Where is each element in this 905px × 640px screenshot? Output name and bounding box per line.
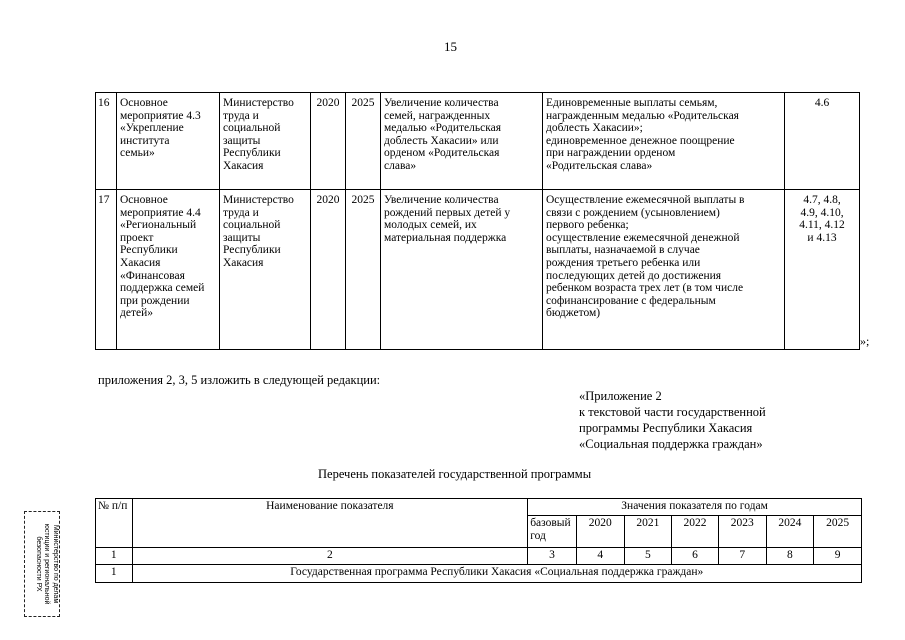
text-line: рождения третьего ребенка или	[546, 256, 701, 269]
text-line: «Укрепление	[120, 122, 184, 135]
text-line: Хакасия	[120, 256, 161, 269]
text-line: защиты	[223, 134, 261, 147]
text-line: Республики	[223, 244, 281, 257]
text-line: безопасности РХ	[35, 536, 42, 592]
text-line: «Региональный	[120, 219, 197, 232]
appendix-header	[579, 388, 766, 452]
indicators-table	[95, 498, 862, 583]
page-number: 15	[444, 39, 457, 54]
text-line: рождений первых детей у	[384, 206, 511, 219]
text-line: детей»	[120, 307, 153, 320]
text-line: награжденным медалью «Родительская	[546, 109, 739, 122]
text-line: осуществление ежемесячной денежной	[546, 231, 740, 244]
text-line: орденом «Родительская	[384, 147, 500, 160]
text-line: Единовременные выплаты семьям,	[546, 97, 718, 109]
year-end-cell: 2025	[346, 93, 381, 190]
column-header-year: 2025	[814, 516, 862, 548]
measures-cell	[543, 190, 785, 350]
text-line: Хакасия	[223, 256, 264, 269]
indicator-ref-cell	[785, 190, 860, 350]
text-line: связи с рождением (усыновлением)	[546, 206, 720, 219]
column-header-year: 2023	[718, 516, 766, 548]
amendment-instruction: приложения 2, 3, 5 изложить в следующей редакции:	[98, 373, 381, 387]
text-line: мероприятие 4.3	[120, 109, 201, 122]
column-index-cell: 2	[132, 548, 528, 565]
text-line: семей, награжденных	[384, 109, 491, 122]
text-line: защиты	[223, 231, 261, 244]
registration-stamp	[24, 511, 60, 617]
text-line: ребенком возраста трех лет (в том числе	[546, 282, 744, 295]
column-index-cell: 6	[672, 548, 719, 565]
column-header-indicator-name: Наименование показателя	[132, 499, 528, 548]
text-line: труда и	[223, 206, 259, 219]
table-row	[96, 190, 860, 350]
text-line: Хакасия	[223, 159, 264, 172]
activities-table	[95, 92, 860, 350]
text-line: Осуществление ежемесячной выплаты в	[546, 194, 745, 206]
column-index-cell: 5	[624, 548, 672, 565]
text-line: последующих детей до достижения	[546, 269, 722, 282]
text-line: 4.7, 4.8,	[803, 194, 841, 206]
program-name: Государственная программа Республики Хакасия «Социальная поддержка граждан»	[132, 565, 861, 583]
text-line: 4.6	[814, 97, 830, 109]
column-index-cell: 3	[528, 548, 577, 565]
text-line: мероприятие 4.4	[120, 206, 201, 219]
text-line: «Социальная поддержка граждан»	[579, 437, 763, 451]
measures-cell	[543, 93, 785, 190]
program-row-number: 1	[96, 565, 133, 583]
text-line: Министерство	[223, 194, 294, 206]
year-start-cell: 2020	[311, 190, 346, 350]
executor-cell	[220, 93, 311, 190]
text-line: доблесть Хакасии»;	[546, 122, 643, 135]
text-line: Министерство по делам	[52, 524, 59, 604]
text-line: молодых семей, их	[384, 219, 477, 232]
column-index-cell: 9	[814, 548, 862, 565]
text-line: и 4.13	[807, 231, 837, 244]
column-header-base-year	[528, 516, 577, 548]
column-header-number: № п/п	[96, 499, 133, 548]
text-line: Республики	[120, 244, 178, 257]
column-header-year: 2022	[672, 516, 719, 548]
text-line: софинансирование с федеральным	[546, 294, 716, 307]
text-line: материальная поддержка	[384, 231, 507, 244]
text-line: института	[120, 134, 170, 147]
text-line: Республики	[223, 147, 281, 160]
text-line: социальной	[223, 219, 281, 232]
text-line: семьи»	[120, 147, 155, 160]
text-line: «Родительская слава»	[546, 159, 653, 172]
text-line: 4.11, 4.12	[799, 219, 845, 232]
column-header-values-by-year: Значения показателя по годам	[528, 499, 862, 516]
text-line: Основное	[120, 194, 168, 206]
indicator-ref-cell	[785, 93, 860, 190]
text-line: единовременное денежное поощрение	[546, 134, 735, 147]
year-start-cell: 2020	[311, 93, 346, 190]
text-line: юстиции и региональной	[43, 523, 51, 605]
stamp-text	[25, 512, 59, 616]
text-line: при награждении орденом	[546, 147, 676, 160]
column-header-year: 2024	[766, 516, 814, 548]
text-line: «Приложение 2	[579, 389, 662, 403]
text-line: медалью «Родительская	[384, 122, 502, 135]
result-cell	[381, 190, 543, 350]
text-line: проект	[120, 231, 154, 244]
text-line: Министерство	[223, 97, 294, 109]
column-index-cell: 7	[718, 548, 766, 565]
text-line: слава»	[384, 159, 417, 172]
result-cell	[381, 93, 543, 190]
text-line: первого ребенка;	[546, 219, 629, 232]
text-line: Основное	[120, 97, 168, 109]
column-index-cell: 1	[96, 548, 133, 565]
text-line: программы Республики Хакасия	[579, 421, 753, 435]
text-line: базовый	[530, 517, 571, 529]
column-index-cell: 8	[766, 548, 814, 565]
row-number: 16	[96, 93, 117, 190]
text-line: Увеличение количества	[384, 194, 499, 206]
text-line: поддержка семей	[120, 282, 205, 295]
text-line: бюджетом)	[546, 307, 601, 320]
text-line: труда и	[223, 109, 259, 122]
text-line: социальной	[223, 122, 281, 135]
closing-quote-mark: »;	[860, 334, 870, 348]
text-line: 4.9, 4.10,	[800, 206, 844, 219]
column-index-row	[96, 548, 862, 565]
column-header-year: 2021	[624, 516, 672, 548]
text-line: к текстовой части государственной	[579, 405, 766, 419]
year-end-cell: 2025	[346, 190, 381, 350]
indicators-list-title: Перечень показателей государственной программы	[318, 467, 592, 481]
program-row	[96, 565, 862, 583]
column-header-year: 2020	[576, 516, 624, 548]
event-cell	[117, 190, 220, 350]
event-cell	[117, 93, 220, 190]
text-line: доблесть Хакасии» или	[384, 134, 499, 147]
text-line: при рождении	[120, 294, 190, 307]
table-row	[96, 93, 860, 190]
text-line: год	[530, 530, 546, 542]
row-number: 17	[96, 190, 117, 350]
text-line: «Финансовая	[120, 269, 185, 282]
executor-cell	[220, 190, 311, 350]
text-line: Увеличение количества	[384, 97, 499, 109]
text-line: выплаты, назначаемой в случае	[546, 244, 700, 257]
column-index-cell: 4	[576, 548, 624, 565]
